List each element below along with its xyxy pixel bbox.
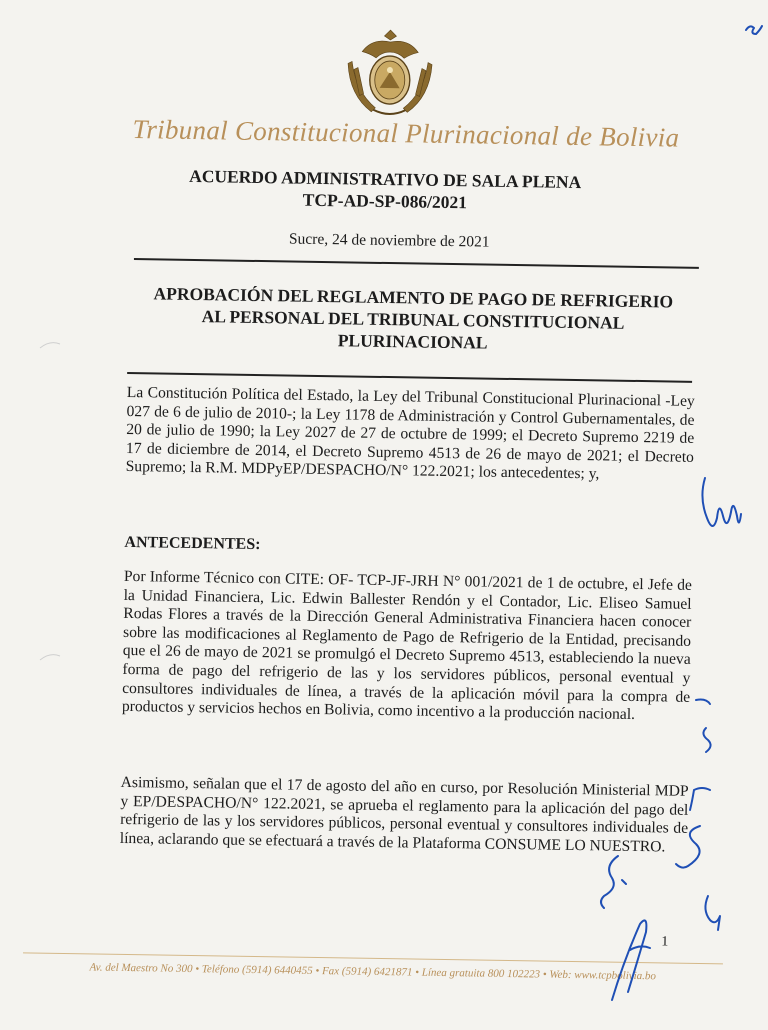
preamble-paragraph: La Constitución Política del Estado, la Ley del Tribunal Constitucional Plurinacional -Ley 027 de 6 de julio de 2010-; la Ley 1178 de Administración y Control Gubernamentales, de 20 de julio de 1990; la Ley 2027 de 27 de octubre de 1999; el Decreto Supremo 2219 de 17 de diciembre de 2014, el Decreto Supremo 4513 de 26 de mayo de 2021; el Decreto Supremo; la R.M. MDPyEP/DESPACHO/N° 122.2021; los antecedentes; y, bbox=[125, 383, 695, 483]
divider bbox=[134, 258, 699, 269]
document-subject bbox=[128, 282, 699, 357]
page-number: 1 bbox=[661, 934, 669, 950]
body-paragraph: Por Informe Técnico con CITE: OF- TCP-JF-JRH N° 001/2021 de 1 de octubre, el Jefe de la Unidad Financiera, Lic. Edwin Ballester Rendón y el Contador, Lic. Eliseo Samuel Rodas Flores a través de la Dirección General Administrativa Financiera hacen conocer sobre las modificaciones al Reglamento de Pago de Refrigerio de la Entidad, precisando que el 26 de mayo de 2021 se promulgó el Decreto Supremo 4513, estableciendo la nueva forma de pago del refrigerio de las y los servidores públicos, personal eventual y consultores individuales de línea, a través de la aplicación móvil para la compra de productos y servicios hechos en Bolivia, como incentivo a la producción nacional. bbox=[121, 567, 693, 724]
bolivia-coat-of-arms-icon bbox=[339, 21, 441, 123]
document-code: TCP-AD-SP-086/2021 bbox=[302, 189, 468, 213]
subject-line: PLURINACIONAL bbox=[337, 330, 488, 353]
subject-line: APROBACIÓN DEL REGLAMENTO DE PAGO DE REFRIGERIO bbox=[153, 283, 674, 312]
footer-contact: Av. del Maestro No 300 • Teléfono (5914) 6440455 • Fax (5914) 6421871 • Línea gratuita 800 102223 • Web: www.tcpbolivia.bo bbox=[89, 961, 657, 983]
institution-name: Tribunal Constitucional Plurinacional de Bolivia bbox=[132, 114, 680, 153]
body-paragraph: Asimismo, señalan que el 17 de agosto del año en curso, por Resolución Ministerial MDP y EP/DESPACHO/N° 122.2021, se aprueba el reglamento para la aplicación del pago del refrigerio de las y los servidores públicos, personal eventual y consultores individuales de línea, aclarando que se efectuará a través de la Plataforma CONSUME LO NUESTRO. bbox=[119, 773, 689, 856]
document-type bbox=[125, 164, 646, 216]
document-type-line: ACUERDO ADMINISTRATIVO DE SALA PLENA bbox=[189, 165, 582, 193]
subject-line: AL PERSONAL DEL TRIBUNAL CONSTITUCIONAL bbox=[201, 306, 625, 333]
section-heading: ANTECEDENTES: bbox=[124, 533, 261, 554]
city-date: Sucre, 24 de noviembre de 2021 bbox=[288, 230, 490, 251]
divider bbox=[127, 372, 692, 383]
